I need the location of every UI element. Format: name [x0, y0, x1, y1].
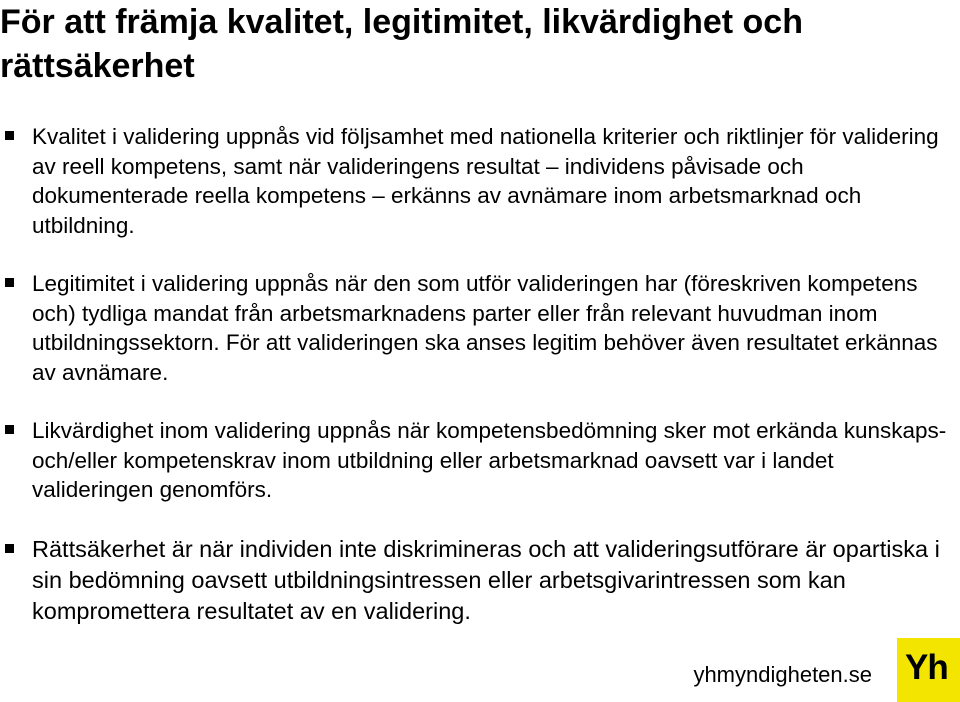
slide-title: För att främja kvalitet, legitimitet, likvärdighet och rättsäkerhet — [0, 3, 803, 85]
logo-text: Yh — [905, 648, 948, 687]
website-label: yhmyndigheten.se — [693, 662, 872, 687]
bullet-item-equivalence — [0, 416, 950, 505]
bullet-text: Rättsäkerhet är när individen inte diskrimineras och att valideringsutförare är opartiska i sin bedömning oavsett utbildningsintressen eller arbetsgivarintressen som kan kompromettera resultatet av en validering. — [32, 535, 940, 624]
yh-logo — [897, 638, 960, 702]
bullet-item-legitimacy — [0, 269, 950, 387]
bullet-text: Legitimitet i validering uppnås när den som utför valideringen har (föreskriven kompetens och) tydliga mandat från arbetsmarknadens parter eller från relevant huvudman inom utbildningssektorn. För att valideringen ska anses legitim behöver även resultatet erkännas av avnämare. — [32, 271, 938, 385]
bullet-text: Likvärdighet inom validering uppnås när kompetensbedömning sker mot erkända kunskaps- och/eller kompetenskrav inom utbildning eller arbetsmarknad oavsett var i landet valideringen genomförs. — [32, 418, 947, 502]
square-bullet-icon — [5, 278, 14, 287]
bullet-item-quality — [0, 122, 950, 240]
bullet-list — [0, 122, 950, 656]
square-bullet-icon — [5, 425, 14, 434]
bullet-text: Kvalitet i validering uppnås vid följsamhet med nationella kriterier och riktlinjer för validering av reell kompetens, samt när valideringens resultat – individens påvisade och dokumenterade reella kompetens – erkänns av avnämare inom arbetsmarknad och utbildning. — [32, 124, 939, 238]
square-bullet-icon — [5, 544, 14, 553]
bullet-item-legal-certainty — [0, 534, 950, 627]
square-bullet-icon — [5, 131, 14, 140]
